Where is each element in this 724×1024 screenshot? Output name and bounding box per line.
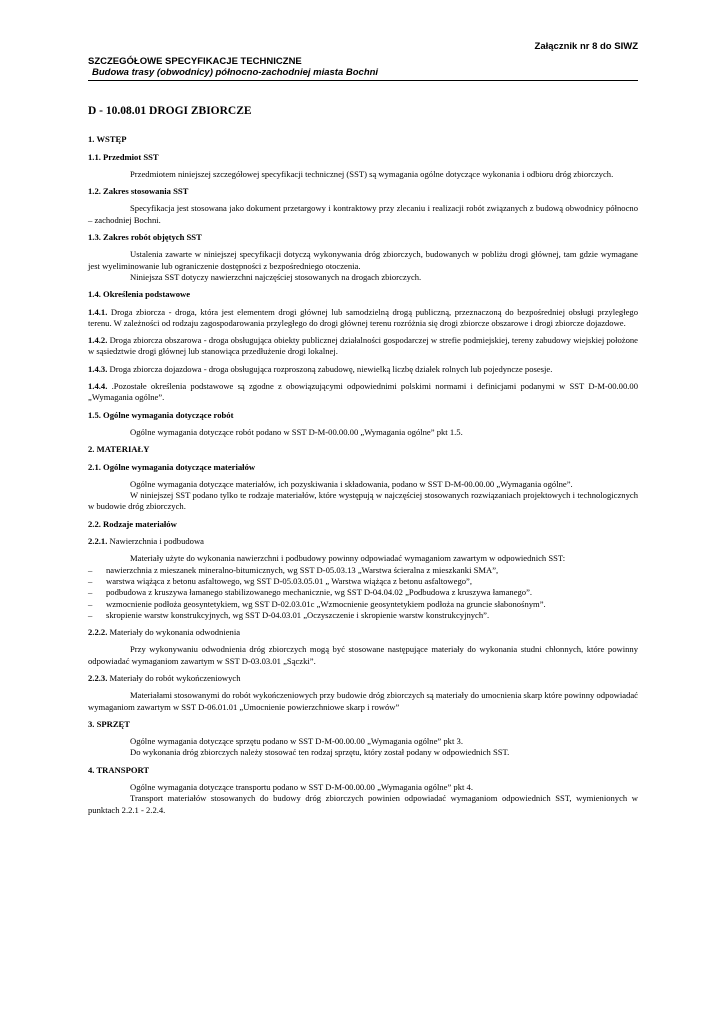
attachment-label: Załącznik nr 8 do SIWZ — [534, 41, 638, 52]
materials-list — [88, 565, 638, 621]
definition-text: Droga zbiorcza dojazdowa - droga obsługująca rozproszoną zabudowę, niewielką liczbę działek rolnych lub pojedyncze posesje. — [107, 363, 553, 374]
subsection-heading: 1.5. Ogólne wymagania dotyczące robót — [88, 409, 234, 420]
section-heading: 3. SPRZĘT — [88, 718, 131, 729]
paragraph: Przedmiotem niniejszej szczegółowej specyfikacji technicznej (SST) są wymagania ogólne dotyczące wykonania i odbioru dróg zbiorczych. — [130, 168, 614, 179]
definition-number: 1.4.2. — [88, 335, 108, 346]
definition-paragraph — [88, 364, 638, 375]
list-item: – podbudowa z kruszywa łamanego stabilizowanego mechanicznie, wg SST D-04.04.02 „Podbudowa z kruszywa łamanego”. — [88, 587, 638, 598]
paragraph: Ogólne wymagania dotyczące transportu podano w SST D-M-00.00.00 „Wymagania ogólne” pkt 4. — [130, 782, 473, 793]
definition-paragraph — [88, 307, 638, 330]
paragraph: Materiałami stosowanymi do robót wykończeniowych przy budowie dróg zbiorczych są materiały do umocnienia skarp które powinny odpowiadać wymaganiom zawartym w SST D-06.01.01 „Umocnienie powierzchniowe skarp i rowów” — [88, 690, 638, 712]
heading-number: 2.2.1. — [88, 536, 108, 547]
sub-subsection-heading — [88, 673, 638, 684]
definition-number: 1.4.1. — [88, 306, 108, 317]
section-heading: 1. WSTĘP — [88, 134, 127, 145]
paragraph: Przy wykonywaniu odwodnienia dróg zbiorczych mogą być stosowane następujące materiały do wykonania studni chłonnych, które powinny odpowiadać wymaganiom zawartym w SST D-03.03.01 „Sączki”. — [88, 644, 638, 666]
heading-text: Materiały do wykonania odwodnienia — [107, 627, 241, 638]
definition-text: Droga zbiorcza obszarowa - droga obsługująca obiekty publicznej działalności gospodarczej w strefie podmiejskiej, tereny zabudowy wiejskiej położone w sąsiedztwie drogi głównej lub stanowiąca przedłużenie drogi lokalnej. — [88, 335, 638, 357]
list-item: – nawierzchnia z mieszanek mineralno-bitumicznych, wg SST D-05.03.13 „Warstwa ścieralna z mieszkanki SMA”, — [88, 565, 638, 576]
paragraph: Ogólne wymagania dotyczące sprzętu podano w SST D-M-00.00.00 „Wymagania ogólne” pkt 3. — [130, 736, 463, 747]
list-item: – warstwa wiążąca z betonu asfaltowego, wg SST D-05.03.05.01 „ Warstwa wiążąca z betonu asfaltowego”, — [88, 576, 638, 587]
sub-subsection-heading — [88, 536, 638, 547]
list-item: – wzmocnienie podłoża geosyntetykiem, wg SST D-02.03.01c „Wzmocnienie geosyntetykiem podłoża na gruncie słabonośnym”. — [88, 599, 638, 610]
subsection-heading: 1.3. Zakres robót objętych SST — [88, 232, 202, 243]
definition-text: .Pozostałe określenia podstawowe są zgodne z obowiązującymi odpowiednimi polskimi normami i definicjami podanymi w SST D-M-00.00.00 „Wymagania ogólne”. — [88, 381, 638, 403]
subsection-heading: 2.2. Rodzaje materiałów — [88, 518, 177, 529]
paragraph: Materiały użyte do wykonania nawierzchni i podbudowy powinny odpowiadać wymaganiom zawartym w odpowiednich SST: — [130, 553, 566, 564]
section-heading: 2. MATERIAŁY — [88, 444, 150, 455]
paragraph: Specyfikacja jest stosowana jako dokument przetargowy i kontraktowy przy zlecaniu i realizacji robót związanych z budową obwodnicy północno – zachodniej Bochni. — [88, 203, 638, 225]
paragraph: Transport materiałów stosowanych do budowy dróg zbiorczych powinien odpowiadać wymaganiom odpowiednich SST, wymienionych w punktach 2.2.1 - 2.2.4. — [88, 793, 638, 815]
heading-text: Nawierzchnia i podbudowa — [107, 536, 204, 547]
list-item: – skropienie warstw konstrukcyjnych, wg SST D-04.03.01 „Oczyszczenie i skropienie warstw konstrukcyjnych”. — [88, 610, 638, 621]
paragraph: Niniejsza SST dotyczy nawierzchni najczęściej stosowanych na drogach zbiorczych. — [130, 271, 422, 282]
paragraph: W niniejszej SST podano tylko te rodzaje materiałów, które występują w najczęściej stosowanych rozwiązaniach projektowych i technologicznych w budowie dróg zbiorczych. — [88, 490, 638, 512]
sub-subsection-heading — [88, 627, 638, 638]
subsection-heading: 1.1. Przedmiot SST — [88, 151, 159, 162]
document-title: D - 10.08.01 DROGI ZBIORCZE — [88, 105, 252, 117]
paragraph: Ogólne wymagania dotyczące materiałów, ich pozyskiwania i składowania, podano w SST D-M-00.00.00 „Wymagania ogólne”. — [130, 478, 573, 489]
definition-number: 1.4.4. — [88, 381, 108, 392]
definition-paragraph — [88, 335, 638, 358]
heading-number: 2.2.2. — [88, 627, 108, 638]
spec-header-title: SZCZEGÓŁOWE SPECYFIKACJE TECHNICZNE — [88, 56, 302, 67]
paragraph: Ogólne wymagania dotyczące robót podano w SST D-M-00.00.00 „Wymagania ogólne” pkt 1.5. — [130, 426, 463, 437]
heading-text: Materiały do robót wykończeniowych — [107, 672, 241, 683]
paragraph: Do wykonania dróg zbiorczych należy stosować ten rodzaj sprzętu, który został podany w odpowiednich SST. — [130, 747, 510, 758]
project-name: Budowa trasy (obwodnicy) północno-zachodniej miasta Bochni — [92, 67, 379, 78]
header-divider — [88, 80, 638, 81]
document-body — [88, 106, 638, 822]
heading-number: 2.2.3. — [88, 672, 108, 683]
subsection-heading: 1.2. Zakres stosowania SST — [88, 186, 189, 197]
section-heading: 4. TRANSPORT — [88, 764, 150, 775]
subsection-heading: 2.1. Ogólne wymagania dotyczące materiałów — [88, 461, 256, 472]
definition-number: 1.4.3. — [88, 363, 108, 374]
definition-text: Droga zbiorcza - droga, która jest elementem drogi głównej lub samodzielną drogą publiczną, przeznaczoną do bezpośredniej obsługi przyległego terenu. W zależności od rodzaju zagospodarowania przyległego do drogi głównej terenu rozróżnia się drogi zbiorcze obszarowe i drogi zbiorcze dojazdowe. — [88, 306, 638, 328]
subsection-heading: 1.4. Określenia podstawowe — [88, 289, 191, 300]
paragraph: Ustalenia zawarte w niniejszej specyfikacji dotyczą wykonywania dróg zbiorczych, budowanych w pobliżu drogi głównej, tam gdzie wymagane jest wyeliminowanie lub ograniczenie dostępności z bezpośredniego otoczenia. — [88, 249, 638, 271]
definition-paragraph — [88, 381, 638, 404]
